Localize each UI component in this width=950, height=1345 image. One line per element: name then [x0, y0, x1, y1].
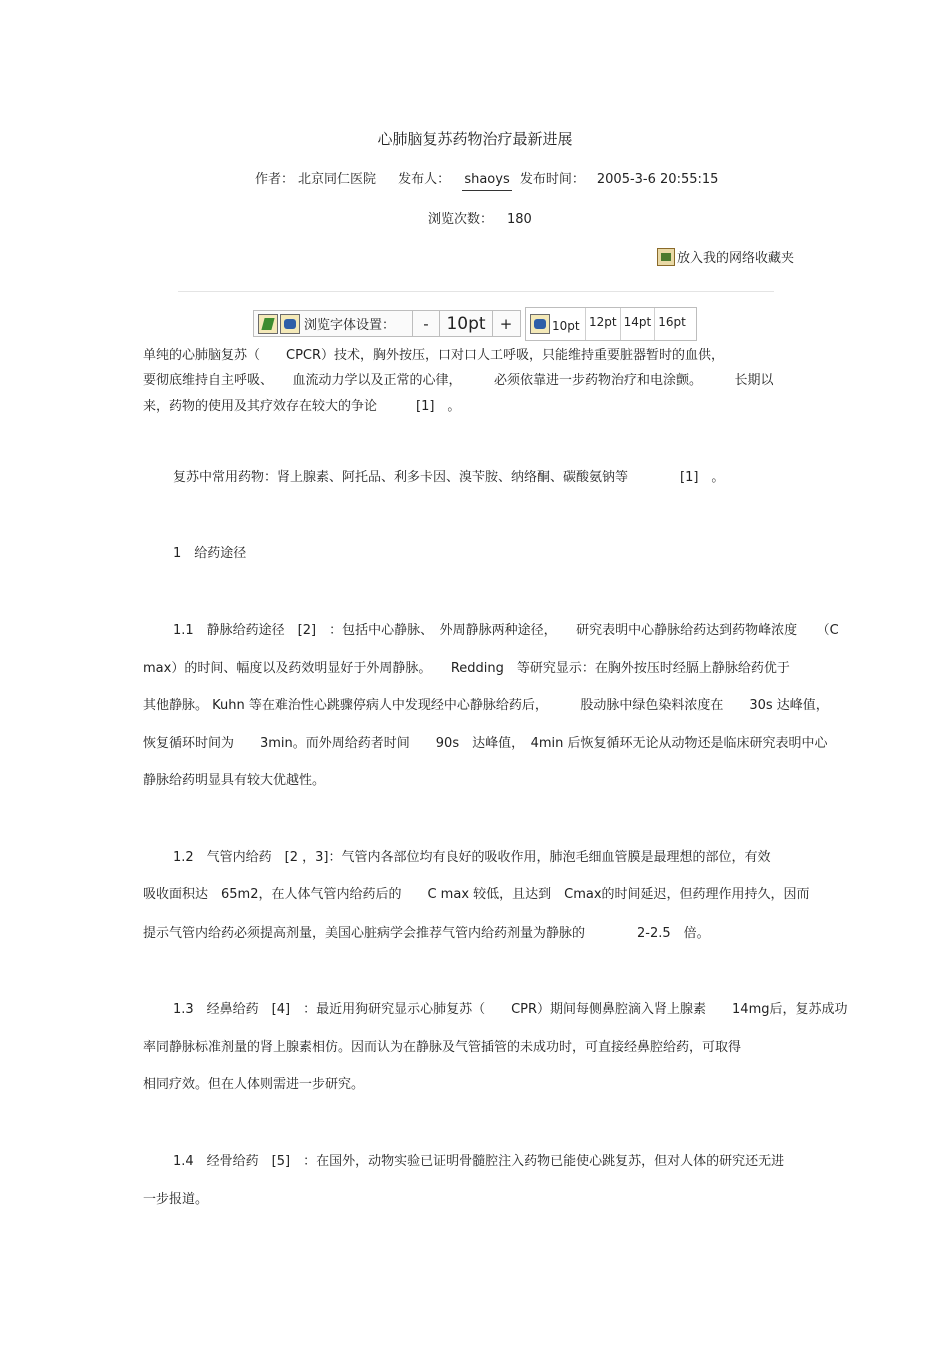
section-heading: 1 给药途径	[173, 546, 247, 561]
section-1-4-line: 1.4 经骨给药 [5] ：在国外，动物实验已证明骨髓腔注入药物已能使心跳复苏，但对人体的研究还无进	[173, 1154, 785, 1169]
views-value: 180	[507, 212, 532, 227]
meta-line	[255, 168, 718, 191]
size-option-16pt[interactable]: 16pt	[658, 315, 686, 329]
section-1-2-line: 1.2 气管内给药 [2 ，3]：气管内各部位均有良好的吸收作用，肺泡毛细血管膜是最理想的部位，有效	[173, 850, 771, 865]
font-size-options	[525, 307, 697, 341]
section-1-1-line: 恢复循环时间为 3min。而外周给药者时间 90s 达峰值， 4min 后恢复循环无论从动物还是临床研究表明中心	[143, 736, 828, 751]
common-drugs-paragraph: 复苏中常用药物：肾上腺素、阿托品、利多卡因、溴苄胺、纳络酮、碳酸氨钠等 [1] 。	[173, 470, 725, 485]
section-1-1-line: 1.1 静脉给药途径 [2] ：包括中心静脉、 外周静脉两种途径， 研究表明中心静脉给药达到药物峰浓度 （C	[173, 623, 839, 638]
intro-line: 要彻底维持自主呼吸、 血流动力学以及正常的心律， 必须依靠进一步药物治疗和电涂颤。 长期以	[143, 373, 774, 388]
intro-line: 来，药物的使用及其疗效存在较大的争论 [1] 。	[143, 399, 461, 414]
intro-line: 单纯的心肺脑复苏（ CPCR）技术，胸外按压，口对口人工呼吸，只能维持重要脏器暂时的血供，	[143, 348, 725, 363]
section-1-1-line: max）的时间、幅度以及药效明显好于外周静脉。 Redding 等研究显示：在胸外按压时经膈上静脉给药优于	[143, 661, 790, 676]
font-size-value: 10pt	[439, 311, 492, 336]
section-1-2-line: 提示气管内给药必须提高剂量，美国心脏病学会推荐气管内给药剂量为静脉的 2-2.5 倍。	[143, 926, 710, 941]
section-1-2-line: 吸收面积达 65m2，在人体气管内给药后的 C max 较低，且达到 Cmax的时间延迟，但药理作用持久，因而	[143, 887, 810, 902]
font-size-toolbar	[253, 310, 521, 337]
section-1-4-line: 一步报道。	[143, 1192, 209, 1207]
publisher-label: 发布人：	[398, 172, 451, 187]
size-option-label: 10pt	[552, 319, 580, 333]
section-1-3-line: 相同疗效。但在人体则需进一步研究。	[143, 1077, 365, 1092]
font-decrease-button[interactable]: -	[412, 311, 439, 336]
font-setting-label: 浏览字体设置：	[304, 318, 396, 333]
section-1-3-line: 1.3 经鼻给药 [4] ：最近用狗研究显示心肺复苏（ CPR）期间每侧鼻腔滴入肾上腺素 14mg后，复苏成功	[173, 1002, 848, 1017]
font-size-icon	[530, 314, 550, 334]
font-tool-icon[interactable]	[258, 314, 278, 334]
size-option-14pt[interactable]: 14pt	[621, 308, 656, 340]
font-reset-icon[interactable]	[280, 314, 300, 334]
time-value: 2005-3-6 20:55:15	[596, 172, 719, 187]
section-1-3-line: 率同静脉标准剂量的肾上腺素相仿。因而认为在静脉及气管插管的未成功时，可直接经鼻腔给药，可取得	[143, 1040, 742, 1055]
author-value: 北京同仁医院	[298, 172, 377, 187]
divider	[178, 291, 774, 292]
section-1-1-line: 静脉给药明显具有较大优越性。	[143, 773, 326, 788]
author-label: 作者：	[255, 172, 295, 187]
add-to-favorites-link[interactable]	[657, 247, 794, 266]
section-1-1-line: 其他静脉。 Kuhn 等在难治性心跳骤停病人中发现经中心静脉给药后， 股动脉中绿色染料浓度在 30s 达峰值，	[143, 698, 829, 713]
font-increase-button[interactable]: +	[492, 311, 519, 336]
page-title: 心肺脑复苏药物治疗最新进展	[377, 130, 573, 148]
favorites-label: 放入我的网络收藏夹	[677, 251, 795, 266]
publisher-link[interactable]: shaoys	[462, 172, 511, 191]
size-option-10pt[interactable]	[526, 308, 586, 340]
views-label: 浏览次数：	[428, 212, 494, 227]
time-label: 发布时间：	[519, 172, 585, 187]
view-count	[428, 208, 532, 227]
size-option-12pt[interactable]: 12pt	[586, 308, 621, 340]
bookmark-folder-icon	[657, 248, 675, 266]
